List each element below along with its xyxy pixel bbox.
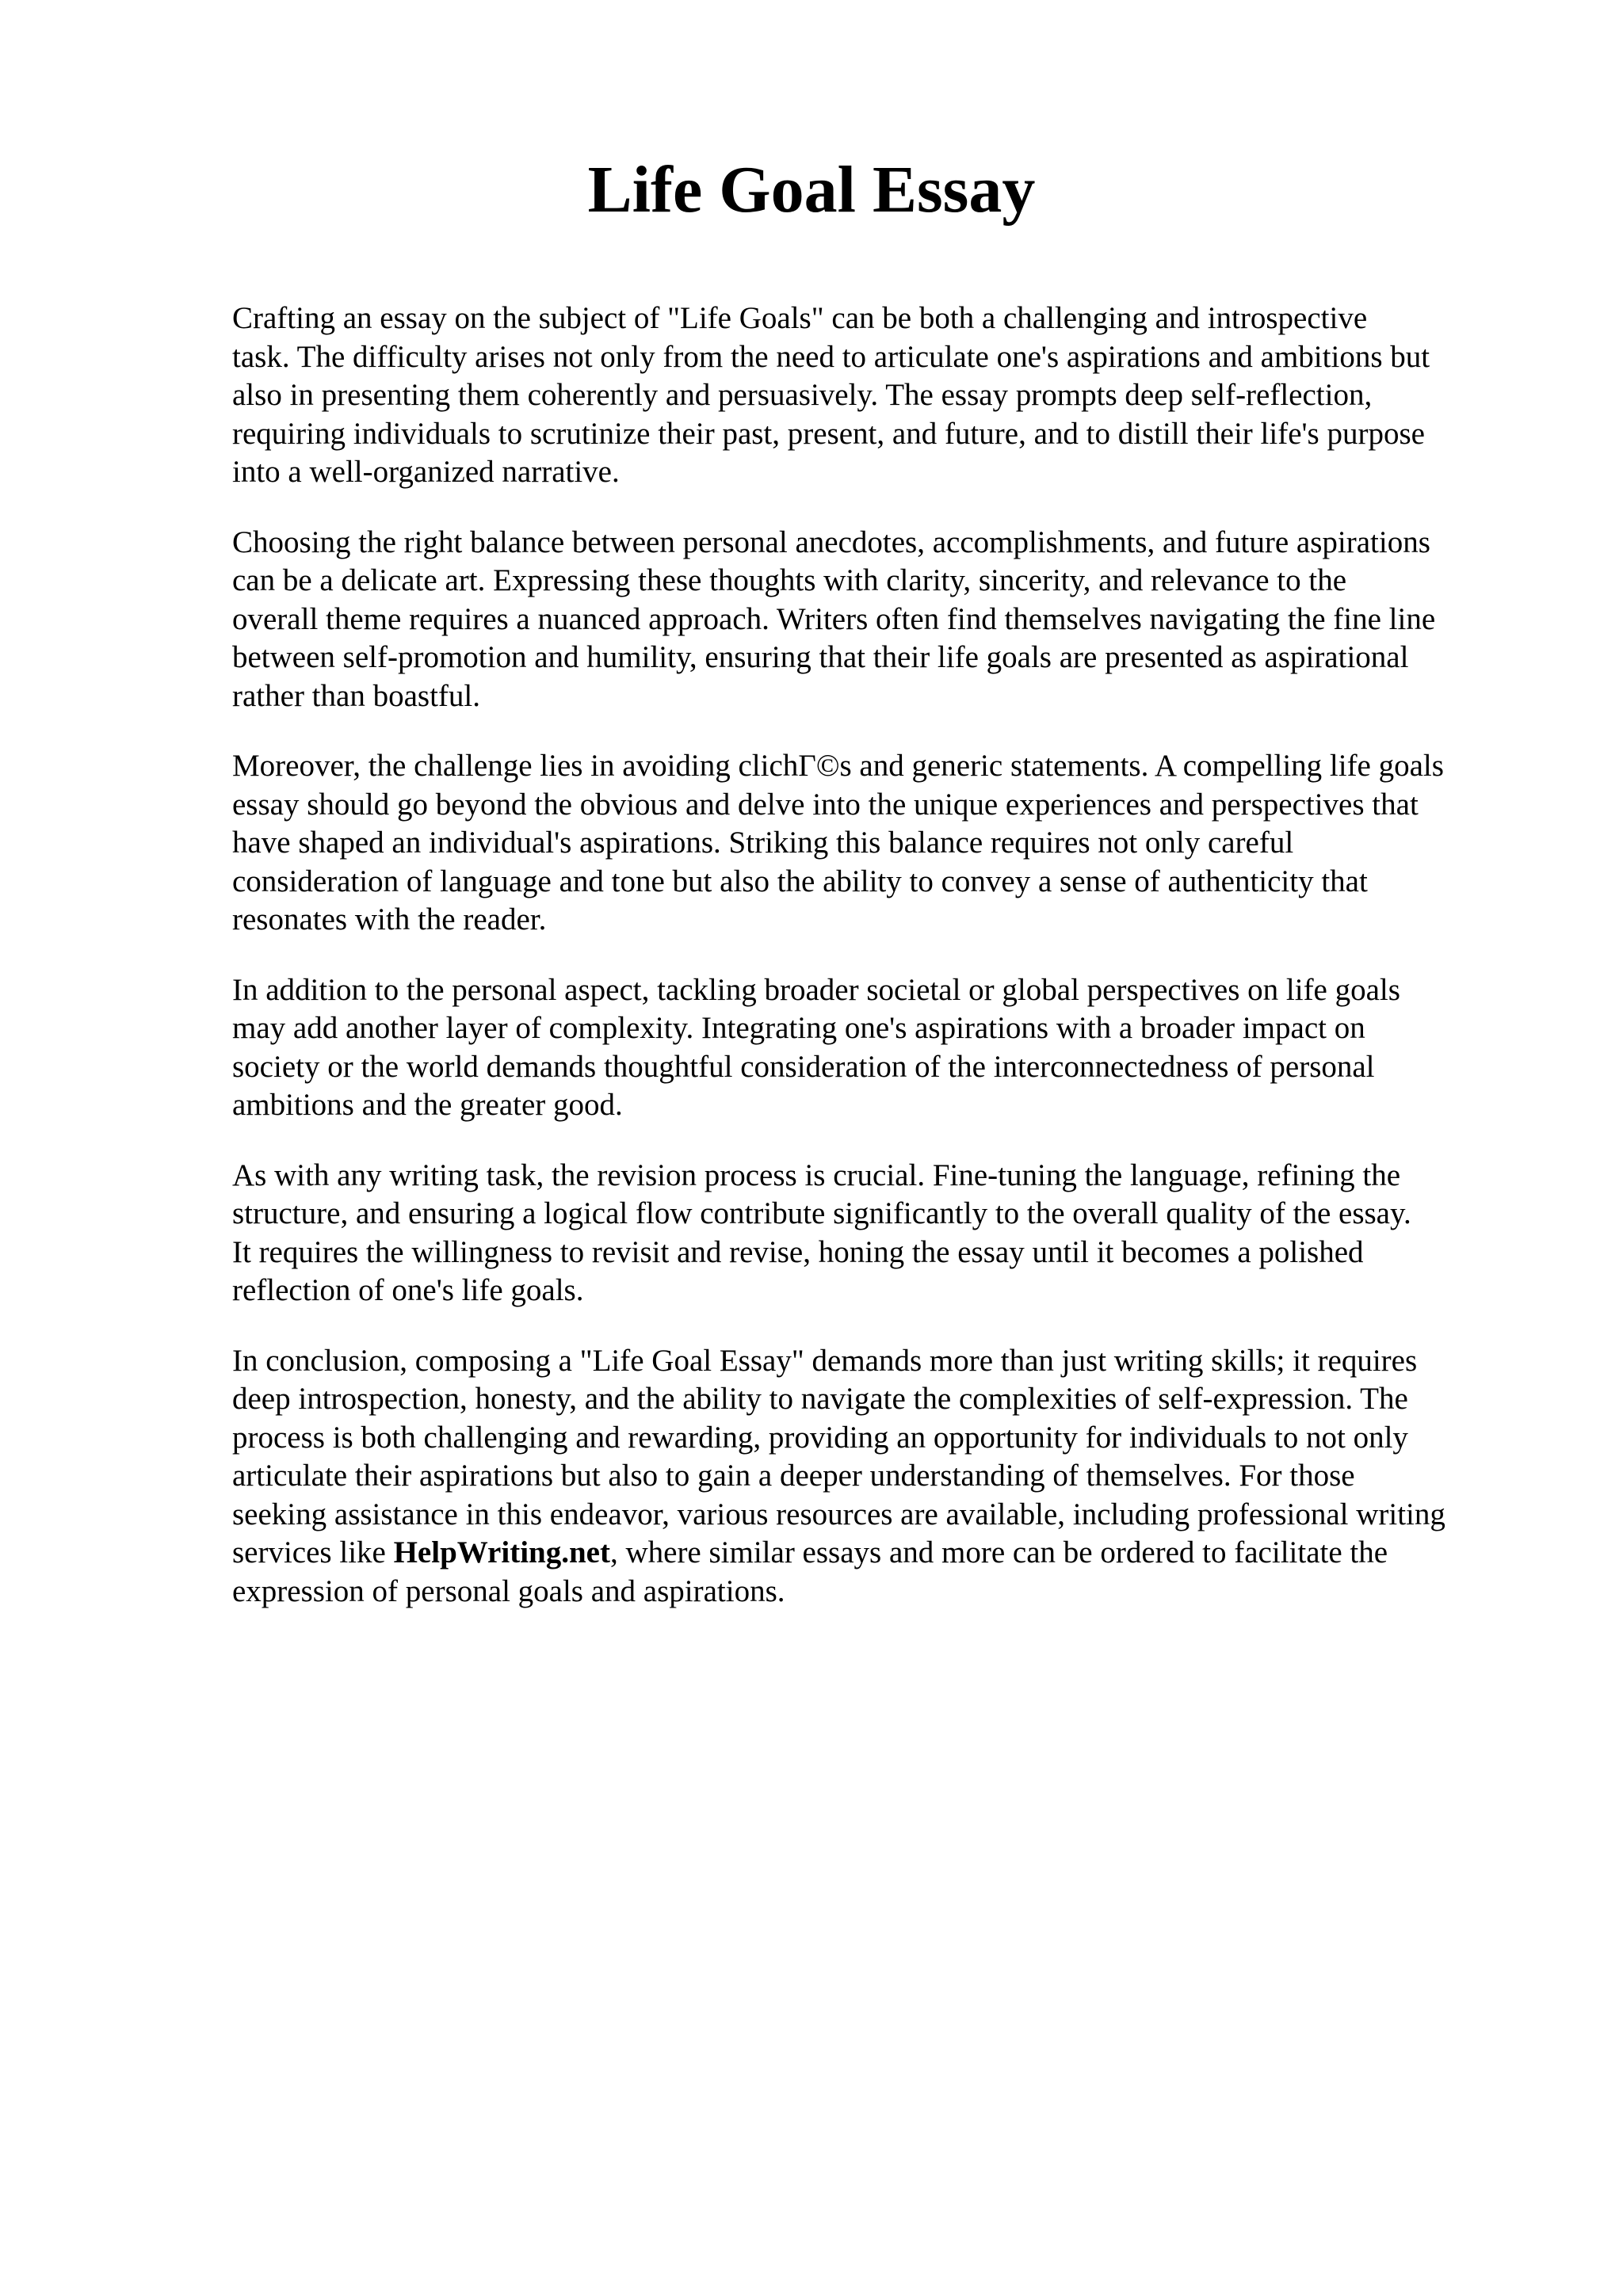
text-line: expression of personal goals and aspirations. xyxy=(232,1573,785,1608)
text-segment: services like xyxy=(232,1535,394,1569)
text-line: It requires the willingness to revisit and revise, honing the essay until it becomes a polished xyxy=(232,1234,1364,1269)
text-line: requiring individuals to scrutinize their past, present, and future, and to distill their life's purpose xyxy=(232,416,1425,451)
text-line: articulate their aspirations but also to gain a deeper understanding of themselves. For those xyxy=(232,1459,1355,1493)
text-line: As with any writing task, the revision process is crucial. Fine-tuning the language, refining the xyxy=(232,1158,1401,1192)
brand-name: HelpWriting.net xyxy=(393,1535,610,1569)
text-line: Moreover, the challenge lies in avoiding clichГ©s and generic statements. A compelling life goals xyxy=(232,749,1444,783)
text-line-with-brand xyxy=(232,1534,1556,1573)
text-line: task. The difficulty arises not only from the need to articulate one's aspirations and ambitions but xyxy=(232,339,1430,374)
paragraph-6 xyxy=(232,1342,1556,1611)
text-line: overall theme requires a nuanced approach. Writers often find themselves navigating the fine line xyxy=(232,601,1436,636)
paragraph-5 xyxy=(232,1157,1556,1310)
text-line: consideration of language and tone but also the ability to convey a sense of authenticity that xyxy=(232,864,1368,898)
text-line: resonates with the reader. xyxy=(232,902,547,936)
text-line: into a well-organized narrative. xyxy=(232,455,620,489)
text-line: society or the world demands thoughtful consideration of the interconnectedness of personal xyxy=(232,1049,1375,1084)
text-line: In conclusion, composing a "Life Goal Essay" demands more than just writing skills; it requires xyxy=(232,1343,1418,1378)
text-line: may add another layer of complexity. Integrating one's aspirations with a broader impact on xyxy=(232,1011,1365,1045)
document-title: Life Goal Essay xyxy=(587,153,1036,227)
text-line: between self-promotion and humility, ensuring that their life goals are presented as aspirational xyxy=(232,640,1409,674)
paragraph-2 xyxy=(232,524,1556,716)
text-line: have shaped an individual's aspirations. Striking this balance requires not only careful xyxy=(232,826,1294,860)
text-line: seeking assistance in this endeavor, various resources are available, including professional writing xyxy=(232,1497,1445,1531)
text-line: essay should go beyond the obvious and delve into the unique experiences and perspectives that xyxy=(232,787,1419,822)
text-line: Choosing the right balance between personal anecdotes, accomplishments, and future aspirations xyxy=(232,524,1430,559)
text-line: process is both challenging and rewarding, providing an opportunity for individuals to not only xyxy=(232,1420,1408,1455)
text-line: also in presenting them coherently and persuasively. The essay prompts deep self-reflection, xyxy=(232,378,1373,412)
text-line: rather than boastful. xyxy=(232,678,480,713)
text-line: can be a delicate art. Expressing these thoughts with clarity, sincerity, and relevance to the xyxy=(232,563,1346,597)
text-line: Crafting an essay on the subject of "Life Goals" can be both a challenging and introspective xyxy=(232,301,1368,335)
text-line: In addition to the personal aspect, tackling broader societal or global perspectives on life goals xyxy=(232,972,1400,1007)
essay-body xyxy=(232,299,1556,1642)
text-segment: , where similar essays and more can be ordered to facilitate the xyxy=(609,1535,1388,1569)
paragraph-1 xyxy=(232,299,1556,492)
paragraph-4 xyxy=(232,971,1556,1125)
text-line: ambitions and the greater good. xyxy=(232,1088,623,1122)
text-line: structure, and ensuring a logical flow contribute significantly to the overall quality of the essay. xyxy=(232,1196,1411,1230)
text-line: reflection of one's life goals. xyxy=(232,1273,584,1307)
paragraph-3 xyxy=(232,747,1556,940)
text-line: deep introspection, honesty, and the ability to navigate the complexities of self-expression. The xyxy=(232,1382,1408,1416)
